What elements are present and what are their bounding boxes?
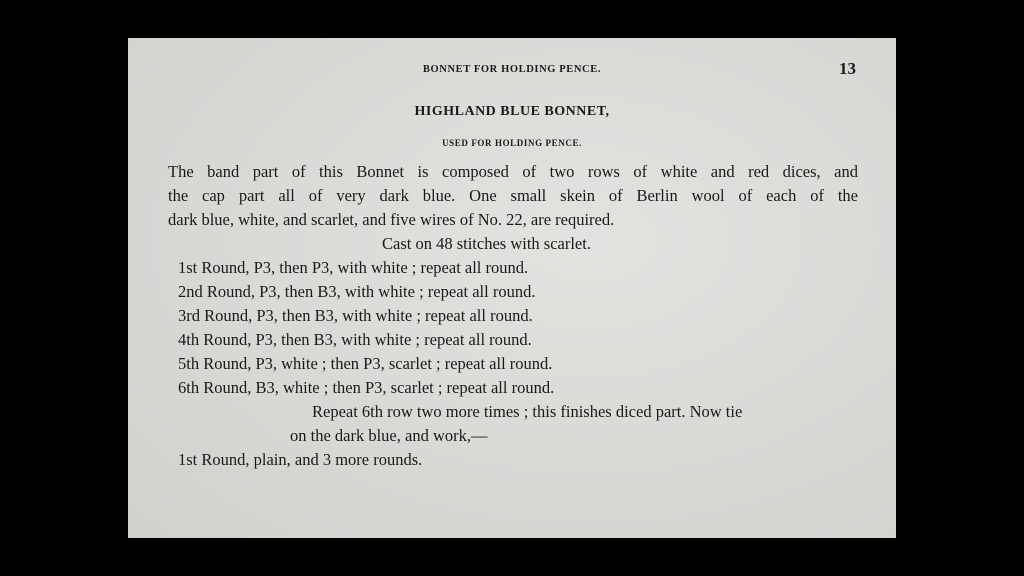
body-line: the cap part all of very dark blue. One small skein of Berlin wool of each of the — [168, 186, 858, 205]
instruction-line: 1st Round, plain, and 3 more rounds. — [178, 450, 423, 469]
running-head: BONNET FOR HOLDING PENCE. — [422, 64, 602, 75]
body-line: dark blue, white, and scarlet, and five wires of No. 22, are required. — [168, 210, 615, 229]
page-number: 13 — [839, 59, 856, 78]
body-line: on the dark blue, and work,— — [290, 426, 488, 445]
instruction-line: 6th Round, B3, white ; then P3, scarlet ; repeat all round. — [178, 378, 555, 397]
instruction-line: 3rd Round, P3, then B3, with white ; repeat all round. — [178, 306, 533, 325]
body-line: Repeat 6th row two more times ; this finishes diced part. Now tie — [312, 402, 743, 421]
body-line: Cast on 48 stitches with scarlet. — [382, 234, 591, 253]
instruction-line: 5th Round, P3, white ; then P3, scarlet ; repeat all round. — [178, 354, 553, 373]
section-title: HIGHLAND BLUE BONNET, — [414, 104, 610, 119]
section-subtitle: USED FOR HOLDING PENCE. — [442, 138, 582, 148]
instruction-line: 1st Round, P3, then P3, with white ; repeat all round. — [178, 258, 529, 277]
body-line: The band part of this Bonnet is composed of two rows of white and red dices, and — [168, 162, 858, 181]
instruction-line: 2nd Round, P3, then B3, with white ; repeat all round. — [178, 282, 536, 301]
instruction-line: 4th Round, P3, then B3, with white ; repeat all round. — [178, 330, 532, 349]
book-page — [128, 38, 896, 538]
